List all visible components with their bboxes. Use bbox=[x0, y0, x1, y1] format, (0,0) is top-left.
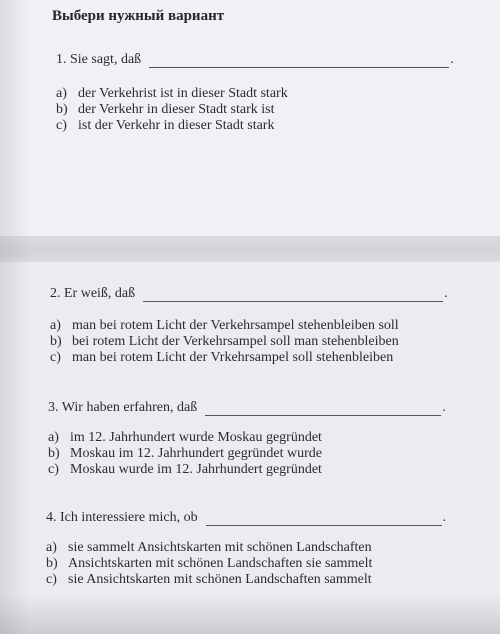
end-dot: . bbox=[442, 510, 447, 525]
question-prompt: 2. Er weiß, daß bbox=[50, 286, 136, 301]
answer-blank[interactable] bbox=[205, 401, 441, 416]
option-a[interactable]: a) sie sammelt Ansichtskarten mit schönen Landschaften bbox=[46, 540, 372, 555]
worksheet-title: Выбери нужный вариант bbox=[52, 8, 225, 24]
option-b[interactable]: b) der Verkehr in dieser Stadt stark ist bbox=[56, 102, 275, 117]
end-dot: . bbox=[444, 286, 448, 301]
option-b[interactable]: b) Ansichtskarten mit schönen Landschaften sie sammelt bbox=[46, 556, 373, 571]
end-dot: . bbox=[442, 400, 446, 415]
answer-blank[interactable] bbox=[149, 53, 449, 68]
question-4 bbox=[46, 510, 446, 588]
question-prompt: 3. Wir haben erfahren, daß bbox=[48, 400, 198, 415]
option-a[interactable]: a) im 12. Jahrhundert wurde Moskau gegründet bbox=[48, 430, 322, 445]
option-b[interactable]: b) Moskau im 12. Jahrhundert gegründet wurde bbox=[48, 446, 322, 461]
page-gap bbox=[0, 236, 500, 262]
question-prompt: 1. Sie sagt, daß bbox=[56, 52, 142, 67]
option-b[interactable]: b) bei rotem Licht der Verkehrsampel soll man stehenbleiben bbox=[50, 334, 399, 349]
question-1 bbox=[56, 52, 454, 134]
option-c[interactable]: c) man bei rotem Licht der Vrkehrsampel soll stehenbleiben bbox=[50, 350, 394, 365]
answer-blank[interactable] bbox=[143, 287, 443, 302]
end-dot: . bbox=[450, 52, 454, 67]
answer-blank[interactable] bbox=[206, 511, 442, 526]
question-2 bbox=[50, 286, 448, 366]
option-c[interactable]: c) ist der Verkehr in dieser Stadt stark bbox=[56, 118, 275, 133]
option-a[interactable]: a) der Verkehrist ist in dieser Stadt stark bbox=[56, 86, 288, 101]
question-prompt: 4. Ich interessiere mich, ob bbox=[46, 510, 198, 525]
question-3 bbox=[48, 400, 446, 478]
option-c[interactable]: c) sie Ansichtskarten mit schönen Landschaften sammelt bbox=[46, 572, 372, 587]
option-a[interactable]: a) man bei rotem Licht der Verkehrsampel stehenbleiben soll bbox=[50, 318, 399, 333]
option-c[interactable]: c) Moskau wurde im 12. Jahrhundert gegründet bbox=[48, 462, 322, 477]
